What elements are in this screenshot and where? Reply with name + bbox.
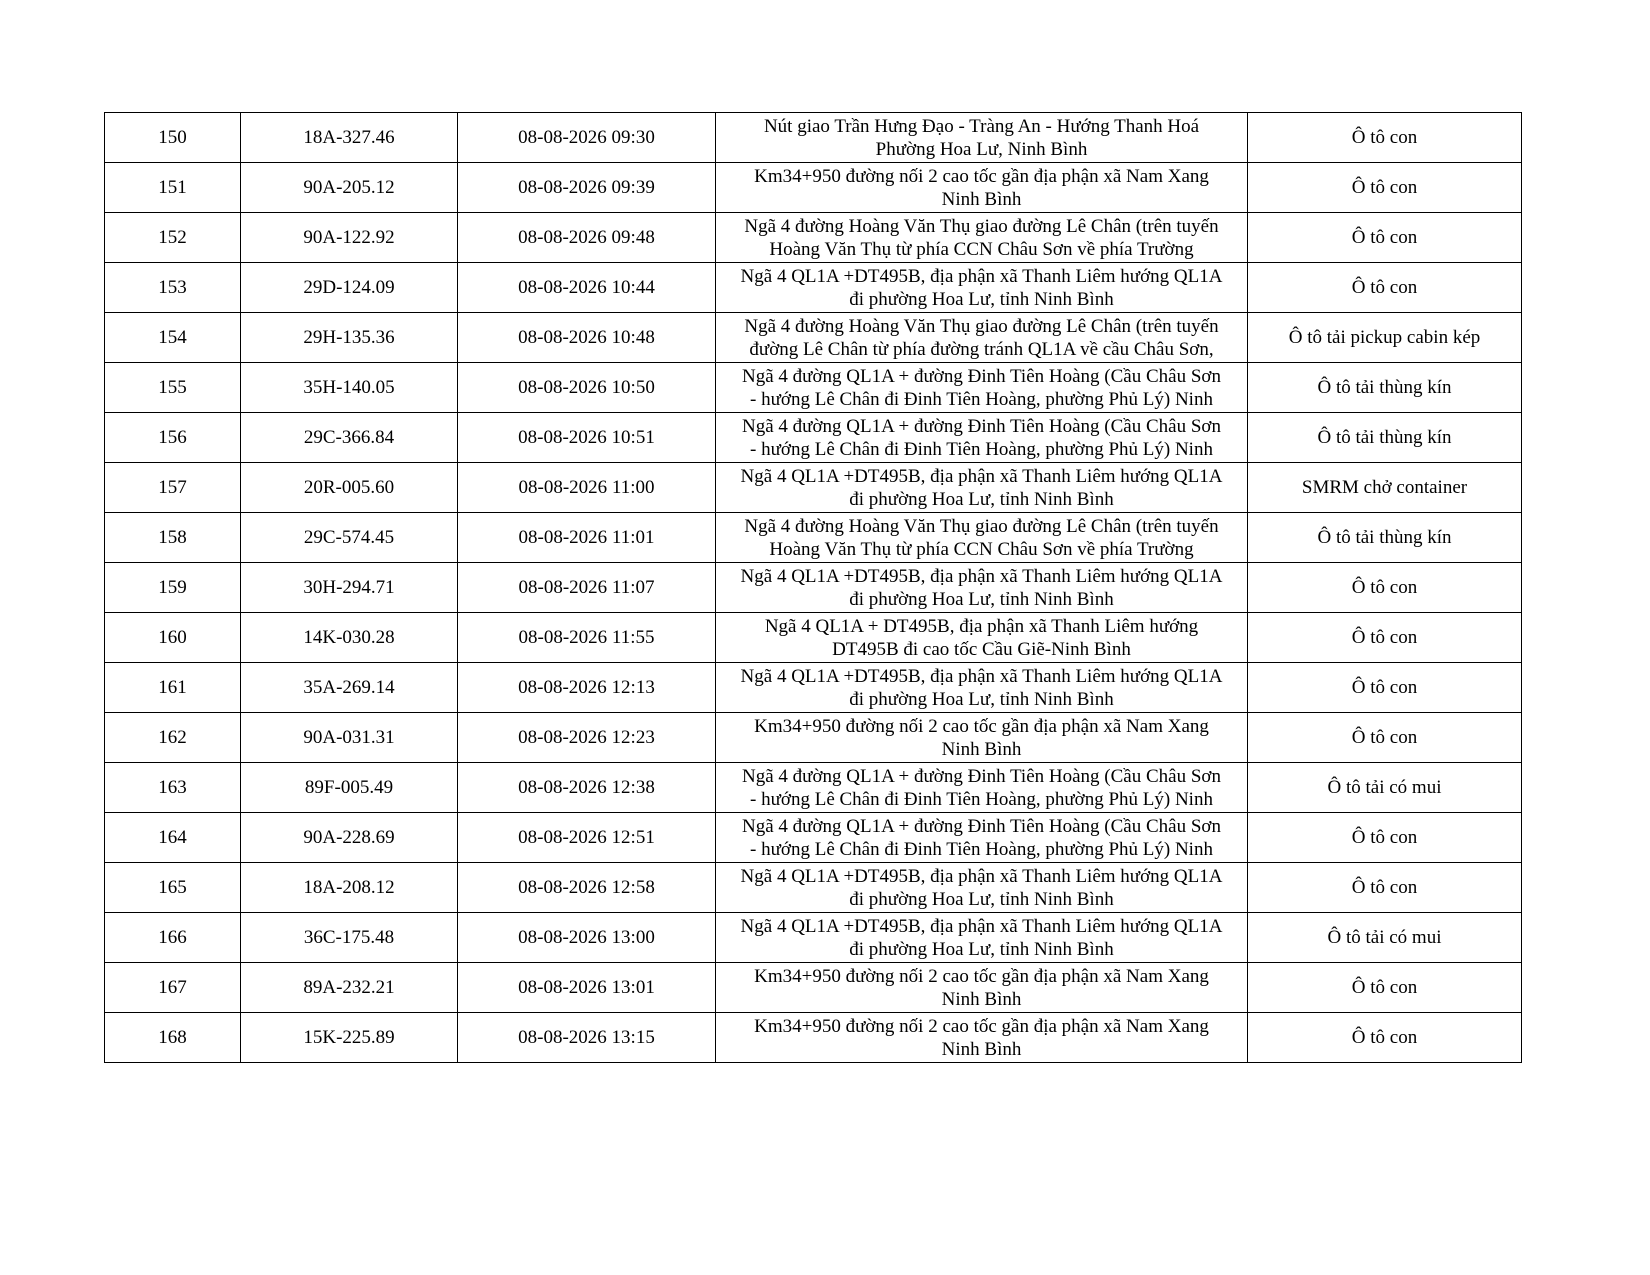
row-number-cell: 154: [105, 313, 241, 363]
location-line: Ngã 4 QL1A +DT495B, địa phận xã Thanh Liêm hướng QL1A: [740, 915, 1223, 937]
table-row: [105, 613, 1522, 663]
location-line: - hướng Lê Chân đi Đinh Tiên Hoàng, phường Phủ Lý) Ninh: [750, 438, 1213, 460]
location-cell: [716, 363, 1248, 413]
location-line: đi phường Hoa Lư, tỉnh Ninh Bình: [849, 688, 1114, 710]
timestamp-cell: 08-08-2026 10:44: [458, 263, 716, 313]
vehicle-type-cell: Ô tô con: [1248, 863, 1522, 913]
table-row: [105, 563, 1522, 613]
location-cell: [716, 713, 1248, 763]
table-row: [105, 313, 1522, 363]
location-line: Ngã 4 đường QL1A + đường Đinh Tiên Hoàng (Cầu Châu Sơn: [742, 415, 1221, 437]
timestamp-cell: 08-08-2026 10:51: [458, 413, 716, 463]
vehicle-type-cell: Ô tô tải pickup cabin kép: [1248, 313, 1522, 363]
license-plate-cell: 90A-205.12: [241, 163, 458, 213]
timestamp-cell: 08-08-2026 12:58: [458, 863, 716, 913]
vehicle-type-cell: SMRM chở container: [1248, 463, 1522, 513]
timestamp-cell: 08-08-2026 10:48: [458, 313, 716, 363]
table-row: [105, 813, 1522, 863]
location-line: Ngã 4 QL1A +DT495B, địa phận xã Thanh Liêm hướng QL1A: [740, 265, 1223, 287]
license-plate-cell: 89F-005.49: [241, 763, 458, 813]
license-plate-cell: 35A-269.14: [241, 663, 458, 713]
table-row: [105, 513, 1522, 563]
location-line: đi phường Hoa Lư, tỉnh Ninh Bình: [849, 288, 1114, 310]
timestamp-cell: 08-08-2026 13:01: [458, 963, 716, 1013]
table-row: [105, 263, 1522, 313]
location-line: Ngã 4 đường QL1A + đường Đinh Tiên Hoàng (Cầu Châu Sơn: [742, 815, 1221, 837]
location-line: Hoàng Văn Thụ từ phía CCN Châu Sơn về phía Trường: [769, 538, 1194, 560]
location-cell: [716, 463, 1248, 513]
location-line: Ninh Bình: [941, 988, 1022, 1010]
vehicle-type-cell: Ô tô tải thùng kín: [1248, 413, 1522, 463]
license-plate-cell: 29C-366.84: [241, 413, 458, 463]
vehicle-type-cell: Ô tô con: [1248, 1013, 1522, 1063]
location-line: - hướng Lê Chân đi Đinh Tiên Hoàng, phường Phủ Lý) Ninh: [750, 788, 1213, 810]
timestamp-cell: 08-08-2026 09:30: [458, 113, 716, 163]
row-number-cell: 166: [105, 913, 241, 963]
location-line: đi phường Hoa Lư, tỉnh Ninh Bình: [849, 588, 1114, 610]
row-number-cell: 161: [105, 663, 241, 713]
location-line: Phường Hoa Lư, Ninh Bình: [875, 138, 1088, 160]
timestamp-cell: 08-08-2026 11:00: [458, 463, 716, 513]
location-line: DT495B đi cao tốc Cầu Giẽ-Ninh Bình: [832, 638, 1131, 660]
table-row: [105, 763, 1522, 813]
table-row: [105, 363, 1522, 413]
license-plate-cell: 30H-294.71: [241, 563, 458, 613]
table-row: [105, 213, 1522, 263]
timestamp-cell: 08-08-2026 12:13: [458, 663, 716, 713]
table-row: [105, 663, 1522, 713]
row-number-cell: 164: [105, 813, 241, 863]
location-cell: [716, 313, 1248, 363]
timestamp-cell: 08-08-2026 13:15: [458, 1013, 716, 1063]
violation-records-table: [104, 112, 1522, 1063]
row-number-cell: 151: [105, 163, 241, 213]
timestamp-cell: 08-08-2026 11:55: [458, 613, 716, 663]
location-line: Ninh Bình: [941, 188, 1022, 210]
location-cell: [716, 963, 1248, 1013]
vehicle-type-cell: Ô tô con: [1248, 563, 1522, 613]
vehicle-type-cell: Ô tô tải có mui: [1248, 763, 1522, 813]
location-line: Ngã 4 đường Hoàng Văn Thụ giao đường Lê Chân (trên tuyến: [744, 515, 1219, 537]
timestamp-cell: 08-08-2026 09:39: [458, 163, 716, 213]
row-number-cell: 158: [105, 513, 241, 563]
row-number-cell: 155: [105, 363, 241, 413]
license-plate-cell: 29C-574.45: [241, 513, 458, 563]
location-line: Km34+950 đường nối 2 cao tốc gần địa phận xã Nam Xang: [754, 1015, 1209, 1037]
vehicle-type-cell: Ô tô con: [1248, 963, 1522, 1013]
license-plate-cell: 15K-225.89: [241, 1013, 458, 1063]
timestamp-cell: 08-08-2026 11:07: [458, 563, 716, 613]
location-cell: [716, 613, 1248, 663]
location-cell: [716, 513, 1248, 563]
location-cell: [716, 213, 1248, 263]
license-plate-cell: 35H-140.05: [241, 363, 458, 413]
location-line: Ngã 4 QL1A +DT495B, địa phận xã Thanh Liêm hướng QL1A: [740, 565, 1223, 587]
timestamp-cell: 08-08-2026 13:00: [458, 913, 716, 963]
location-cell: [716, 263, 1248, 313]
vehicle-type-cell: Ô tô con: [1248, 613, 1522, 663]
license-plate-cell: 18A-327.46: [241, 113, 458, 163]
table-row: [105, 913, 1522, 963]
location-cell: [716, 163, 1248, 213]
license-plate-cell: 90A-228.69: [241, 813, 458, 863]
location-line: đi phường Hoa Lư, tỉnh Ninh Bình: [849, 488, 1114, 510]
row-number-cell: 160: [105, 613, 241, 663]
row-number-cell: 165: [105, 863, 241, 913]
vehicle-type-cell: Ô tô con: [1248, 663, 1522, 713]
location-cell: [716, 113, 1248, 163]
location-line: Km34+950 đường nối 2 cao tốc gần địa phận xã Nam Xang: [754, 965, 1209, 987]
location-line: Ngã 4 đường QL1A + đường Đinh Tiên Hoàng (Cầu Châu Sơn: [742, 365, 1221, 387]
location-line: - hướng Lê Chân đi Đinh Tiên Hoàng, phường Phủ Lý) Ninh: [750, 838, 1213, 860]
location-line: đường Lê Chân từ phía đường tránh QL1A về cầu Châu Sơn,: [749, 338, 1214, 360]
timestamp-cell: 08-08-2026 12:23: [458, 713, 716, 763]
license-plate-cell: 36C-175.48: [241, 913, 458, 963]
row-number-cell: 152: [105, 213, 241, 263]
location-line: Km34+950 đường nối 2 cao tốc gần địa phận xã Nam Xang: [754, 165, 1209, 187]
license-plate-cell: 29D-124.09: [241, 263, 458, 313]
location-line: Ngã 4 QL1A + DT495B, địa phận xã Thanh Liêm hướng: [764, 615, 1199, 637]
location-cell: [716, 913, 1248, 963]
table-row: [105, 713, 1522, 763]
location-line: Ngã 4 QL1A +DT495B, địa phận xã Thanh Liêm hướng QL1A: [740, 865, 1223, 887]
location-line: Nút giao Trần Hưng Đạo - Tràng An - Hướng Thanh Hoá: [763, 115, 1200, 137]
location-line: Ninh Bình: [941, 738, 1022, 760]
vehicle-type-cell: Ô tô con: [1248, 813, 1522, 863]
table-row: [105, 1013, 1522, 1063]
vehicle-type-cell: Ô tô con: [1248, 263, 1522, 313]
license-plate-cell: 29H-135.36: [241, 313, 458, 363]
location-line: Ngã 4 đường Hoàng Văn Thụ giao đường Lê Chân (trên tuyến: [744, 215, 1219, 237]
timestamp-cell: 08-08-2026 12:51: [458, 813, 716, 863]
timestamp-cell: 08-08-2026 11:01: [458, 513, 716, 563]
timestamp-cell: 08-08-2026 12:38: [458, 763, 716, 813]
vehicle-type-cell: Ô tô con: [1248, 713, 1522, 763]
row-number-cell: 167: [105, 963, 241, 1013]
vehicle-type-cell: Ô tô con: [1248, 163, 1522, 213]
location-line: Ngã 4 QL1A +DT495B, địa phận xã Thanh Liêm hướng QL1A: [740, 465, 1223, 487]
row-number-cell: 156: [105, 413, 241, 463]
vehicle-type-cell: Ô tô tải thùng kín: [1248, 363, 1522, 413]
timestamp-cell: 08-08-2026 09:48: [458, 213, 716, 263]
location-cell: [716, 1013, 1248, 1063]
row-number-cell: 157: [105, 463, 241, 513]
row-number-cell: 153: [105, 263, 241, 313]
license-plate-cell: 90A-122.92: [241, 213, 458, 263]
license-plate-cell: 14K-030.28: [241, 613, 458, 663]
table-body: [105, 113, 1522, 1063]
license-plate-cell: 89A-232.21: [241, 963, 458, 1013]
location-line: Ngã 4 đường QL1A + đường Đinh Tiên Hoàng (Cầu Châu Sơn: [742, 765, 1221, 787]
license-plate-cell: 90A-031.31: [241, 713, 458, 763]
table-row: [105, 963, 1522, 1013]
row-number-cell: 168: [105, 1013, 241, 1063]
location-cell: [716, 763, 1248, 813]
location-cell: [716, 563, 1248, 613]
row-number-cell: 159: [105, 563, 241, 613]
table-row: [105, 863, 1522, 913]
vehicle-type-cell: Ô tô con: [1248, 113, 1522, 163]
location-line: Ngã 4 đường Hoàng Văn Thụ giao đường Lê Chân (trên tuyến: [744, 315, 1219, 337]
location-line: đi phường Hoa Lư, tỉnh Ninh Bình: [849, 888, 1114, 910]
vehicle-type-cell: Ô tô tải có mui: [1248, 913, 1522, 963]
vehicle-type-cell: Ô tô tải thùng kín: [1248, 513, 1522, 563]
row-number-cell: 163: [105, 763, 241, 813]
table-row: [105, 463, 1522, 513]
location-line: Km34+950 đường nối 2 cao tốc gần địa phận xã Nam Xang: [754, 715, 1209, 737]
location-line: Ninh Bình: [941, 1038, 1022, 1060]
row-number-cell: 162: [105, 713, 241, 763]
timestamp-cell: 08-08-2026 10:50: [458, 363, 716, 413]
location-cell: [716, 413, 1248, 463]
location-line: Hoàng Văn Thụ từ phía CCN Châu Sơn về phía Trường: [769, 238, 1194, 260]
location-cell: [716, 863, 1248, 913]
location-cell: [716, 663, 1248, 713]
location-cell: [716, 813, 1248, 863]
table-row: [105, 413, 1522, 463]
location-line: Ngã 4 QL1A +DT495B, địa phận xã Thanh Liêm hướng QL1A: [740, 665, 1223, 687]
license-plate-cell: 18A-208.12: [241, 863, 458, 913]
table-row: [105, 163, 1522, 213]
location-line: - hướng Lê Chân đi Đinh Tiên Hoàng, phường Phủ Lý) Ninh: [750, 388, 1213, 410]
row-number-cell: 150: [105, 113, 241, 163]
table-row: [105, 113, 1522, 163]
license-plate-cell: 20R-005.60: [241, 463, 458, 513]
location-line: đi phường Hoa Lư, tỉnh Ninh Bình: [849, 938, 1114, 960]
vehicle-type-cell: Ô tô con: [1248, 213, 1522, 263]
